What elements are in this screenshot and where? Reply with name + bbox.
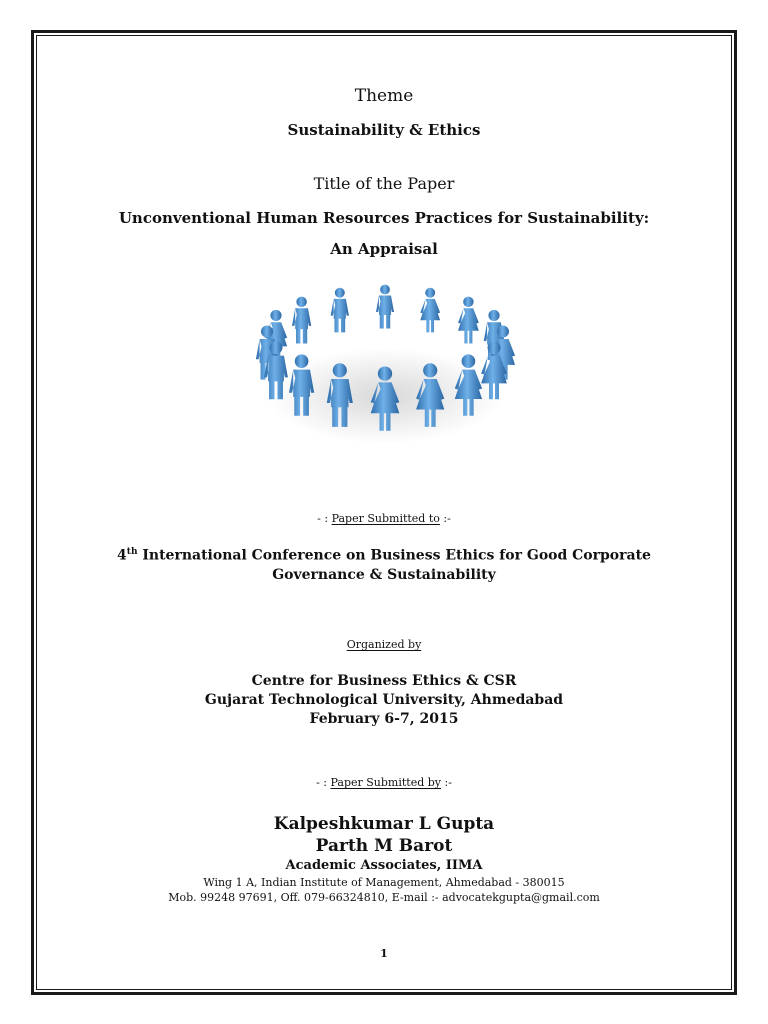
organizer-name: Centre for Business Ethics & CSR bbox=[251, 673, 517, 689]
author-2: Parth M Barot bbox=[315, 836, 453, 856]
paper-title-line-1: Unconventional Human Resources Practices for Sustainability: bbox=[118, 209, 650, 227]
address: Wing 1 A, Indian Institute of Management, Ahmedabad - 380015 bbox=[203, 876, 565, 889]
submitted-by-label: - : Paper Submitted by :- bbox=[316, 776, 452, 789]
page-number: 1 bbox=[380, 947, 388, 960]
person-figure bbox=[376, 285, 394, 329]
person-figure bbox=[420, 288, 440, 333]
paper-title-line-2: An Appraisal bbox=[330, 240, 438, 258]
submitted-to-text: Paper Submitted to bbox=[331, 512, 440, 525]
person-figure bbox=[331, 288, 349, 333]
title-label: Title of the Paper bbox=[313, 174, 455, 193]
conference-line-1: 4th International Conference on Business Ethics for Good Corporate bbox=[117, 547, 651, 564]
theme-value: Sustainability & Ethics bbox=[287, 121, 481, 139]
organized-by-label: Organized by bbox=[346, 638, 422, 651]
author-1: Kalpeshkumar L Gupta bbox=[273, 814, 495, 834]
conference-line-2: Governance & Sustainability bbox=[272, 567, 496, 583]
submitted-to-label: - : Paper Submitted to :- bbox=[317, 512, 451, 525]
submitted-by-text: Paper Submitted by bbox=[330, 776, 442, 789]
theme-label: Theme bbox=[354, 86, 414, 106]
person-figure bbox=[292, 297, 311, 344]
affiliation: Academic Associates, IIMA bbox=[285, 858, 483, 873]
people-circle-icon bbox=[250, 278, 520, 458]
person-figure bbox=[458, 297, 479, 344]
conference-date: February 6-7, 2015 bbox=[309, 711, 459, 727]
contact-info: Mob. 99248 97691, Off. 079-66324810, E-mail :- advocatekgupta@gmail.com bbox=[168, 891, 600, 904]
organizer-university: Gujarat Technological University, Ahmedabad bbox=[204, 692, 564, 708]
